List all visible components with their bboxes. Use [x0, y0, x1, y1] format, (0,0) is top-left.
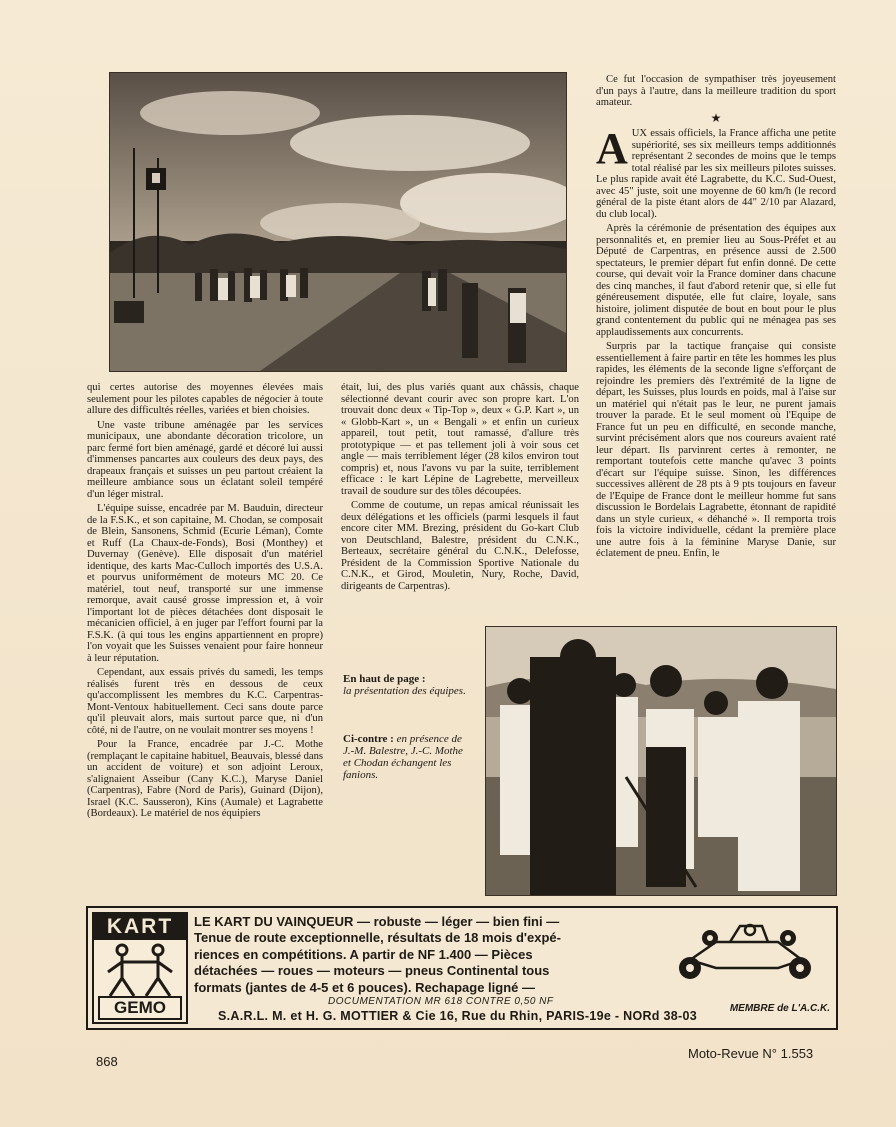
paragraph: était, lui, des plus variés quant aux châssis, chaque sélectionné devant courir avec son propre kart. L'on trouvait donc deux « Tip-Top », deux « G.P. Kart », un « Globb-Kart », un « Bengali » et enfin un curieux appareil, tout petit, tout ramassé, d'allure très prototypique — et pas tellement joli à voir sous cet angle — mais terriblement léger (28 kilos environ tout compris) et, nous l'avons vu par la suite, terriblement efficace : le kart Lépine de Lagrebette, merveilleux travail de soudure sur des tôles découpées. — [341, 382, 579, 497]
logo-kart-text: KART — [94, 914, 186, 940]
caption-text-top: la présentation des équipes. — [343, 685, 466, 697]
paragraph: Après la cérémonie de présentation des équipes aux personnalités et, en premier lieu au Sous-Préfet et au Député de Carpentras, en présence aussi de 2.500 spectateurs, le premier départ fut enfin donné. De cette course, qui devait voir la France dominer dans chacune des cinq manches, il faut d'abord retenir que, si elle fut généreusement disputée, elle fut claire, loyale, sans histoire, joliment disputée de bout en bout pour le plus grand contentement du public qui ne ménagea pas ses applaudissements aux concurrents. — [596, 223, 836, 338]
paragraph: Comme de coutume, un repas amical réunissait les deux délégations et les officiels (parmi lesquels il faut encore citer MM. Brezing, président du Go-kart Club von Deutschland, Balestre, président du C.N.K., Berteaux, secrétaire général du C.N.K., Delefosse, Président de la Commission Sportive Nationale du C.N.K., et Girod, Mouletin, Nury, Roche, David, dirigeants de Carpentras). — [341, 500, 579, 592]
ad-line: riences en compétitions. A partir de NF 1.400 — Pièces — [194, 946, 533, 962]
kart-gemo-logo — [92, 912, 188, 1024]
go-kart-icon — [670, 916, 820, 988]
paragraph: Pour la France, encadrée par J.-C. Mothe (remplaçant le capitaine habituel, Beauvais, blessé dans un accident de voiture) et son adjoint Leroux, s'alignaient Asseibur (Cany K.C.), Maryse Daniel (Carpentras), Fabre (Nord de Paris), Guinard (Dijon), Israel (K.C. Sausseron), Kins (Aumale) et Lagrabette (Bordeaux). Le matériel de nos équipiers — [87, 739, 323, 819]
paragraph: Une vaste tribune aménagée par les services municipaux, une abondante décoration tricolore, un parc fermé fort bien aménagé, gardé et décoré lui aussi d'immenses pancartes aux couleurs des deux pays, des drapeaux français et suisses un peu partout créaient la meilleure ambiance sous un éclatant soleil tempéré d'un léger mistral. — [87, 419, 323, 500]
paragraph: Surpris par la tactique française qui consiste essentiellement à faire partir en tête les hommes les plus rapides, les éléments de la seconde ligne s'efforçant de rejoindre les premiers dès l'extrémité de la ligne de départ, les Suisses, plus lourds en poids, mal à l'aise sur un matériel qui n'était pas le leur, ne purent jamais trouver la parade. Et le seul moment où l'Equipe de France fut un peu en difficulté, en seconde manche, survint précisément alors que nos coureurs avaient raté leur départ. Ils parvinrent certes à remonter, ne remportant toutefois cette manche qu'avec 3 points d'écart sur l'équipe suisse. Sinon, les différences successives allèrent de 28 pts à 9 pts toujours en faveur de l'Equipe de France dont le meilleur homme fut sans discussion le Bordelais Lagrabette, étonnant de rapidité dans un style curieux, « déhanché ». Il remporta trois fois la victoire individuelle, cédant la première place une autre fois à la féminine Maryse Danie, sur éclatement de pneu. Enfin, le — [596, 341, 836, 559]
ad-copy — [194, 914, 654, 996]
paragraph: qui certes autorise des moyennes élevées mais seulement pour les pilotes capables de négocier à toute allure des difficultés réelles, variées et bien choisies. — [87, 382, 323, 416]
paragraph: Ce fut l'occasion de sympathiser très joyeusement d'un pays à l'autre, dans la meilleure tradition du sport amateur. — [596, 74, 836, 108]
drop-cap: A — [596, 124, 628, 173]
ad-line: formats (jantes de 4-5 et 6 pouces). Rechapage ligné — — [194, 979, 535, 995]
paragraph-text: UX essais officiels, la France afficha une petite supériorité, ses six meilleurs temps additionnés représentant 2 secondes de moins que le temps total réalisé par les six meilleurs pilotes suisses. Le plus rapide avait été Lagrabette, du K.C. Sud-Ouest, avec 45" juste, soit une moyenne de 60 km/h (le record général de la piste étant alors de 44" 2/10 par Alazard, du club local). — [596, 128, 836, 220]
ad-line: Tenue de route exceptionnelle, résultats de 18 mois d'expé- — [194, 930, 561, 946]
article-column-right — [596, 74, 836, 563]
star-separator: ★ — [710, 110, 722, 125]
stick-figures-icon — [96, 942, 184, 998]
ad-address: S.A.R.L. M. et H. G. MOTTIER & Cie 16, Rue du Rhin, PARIS-19e - NORd 38-03 — [218, 1009, 697, 1023]
ad-membership: MEMBRE de L'A.C.K. — [729, 1003, 830, 1014]
article-column-middle — [341, 382, 579, 595]
paragraph — [596, 124, 836, 220]
logo-gemo-text: GEMO — [98, 996, 182, 1020]
caption-lead-bottom: Ci-contre : — [343, 733, 394, 745]
ad-line: LE KART DU VAINQUEUR — robuste — léger — bien fini — — [194, 914, 560, 929]
ad-line: détachées — roues — moteurs — pneus Continental tous — [194, 963, 550, 979]
advertisement-box — [86, 906, 838, 1030]
ad-documentation: DOCUMENTATION MR 618 CONTRE 0,50 NF — [328, 996, 554, 1007]
caption-lead-top: En haut de page : — [343, 673, 426, 685]
caption-text-bottom: en présence de J.-M. Balestre, J.-C. Mothe et Chodan échangent les fanions. — [343, 733, 463, 781]
page-number: 868 — [96, 1054, 118, 1069]
paragraph: Cependant, aux essais privés du samedi, les temps réalisés furent très en dessous de ceux qu'accomplissent les membres du K.C. Carpentras-Mont-Ventoux habituellement. Ceci sans doute parce qu'il pleuvait alors, mais surtout parce que, ni d'un côté, ni de l'autre, on ne voulait montrer ses moyens ! — [87, 667, 323, 736]
pennant-exchange-photo — [485, 626, 837, 896]
paragraph: L'équipe suisse, encadrée par M. Bauduin, directeur de la F.S.K., et son capitaine, M. Chodan, se composait de Blein, Sansonens, Schmid (Ecurie Léman), Comte et Ruff (La Chaux-de-Fonds), Bosi (Monthey) et Duvernay (Genève). Elle disposait d'un matériel identique, des karts Mac-Culloch importés des U.S.A. et pourvus uniformément de moteurs MC 20. Ce matériel, tout neuf, transporté sur une immense remorque, avait causé grosse impression et, à voir l'important lot de pièces détachées dont disposait le mécanicien officiel, à en juger par l'effort fourni par la F.S.K. (à qui tous les engins appartiennent en propre) l'on voyait que les Suisses venaient pour faire honneur à leur réputation. — [87, 503, 323, 664]
magazine-issue: Moto-Revue N° 1.553 — [688, 1046, 814, 1061]
team-presentation-photo — [109, 72, 567, 372]
photo-caption — [343, 673, 468, 781]
article-column-left — [87, 382, 323, 823]
